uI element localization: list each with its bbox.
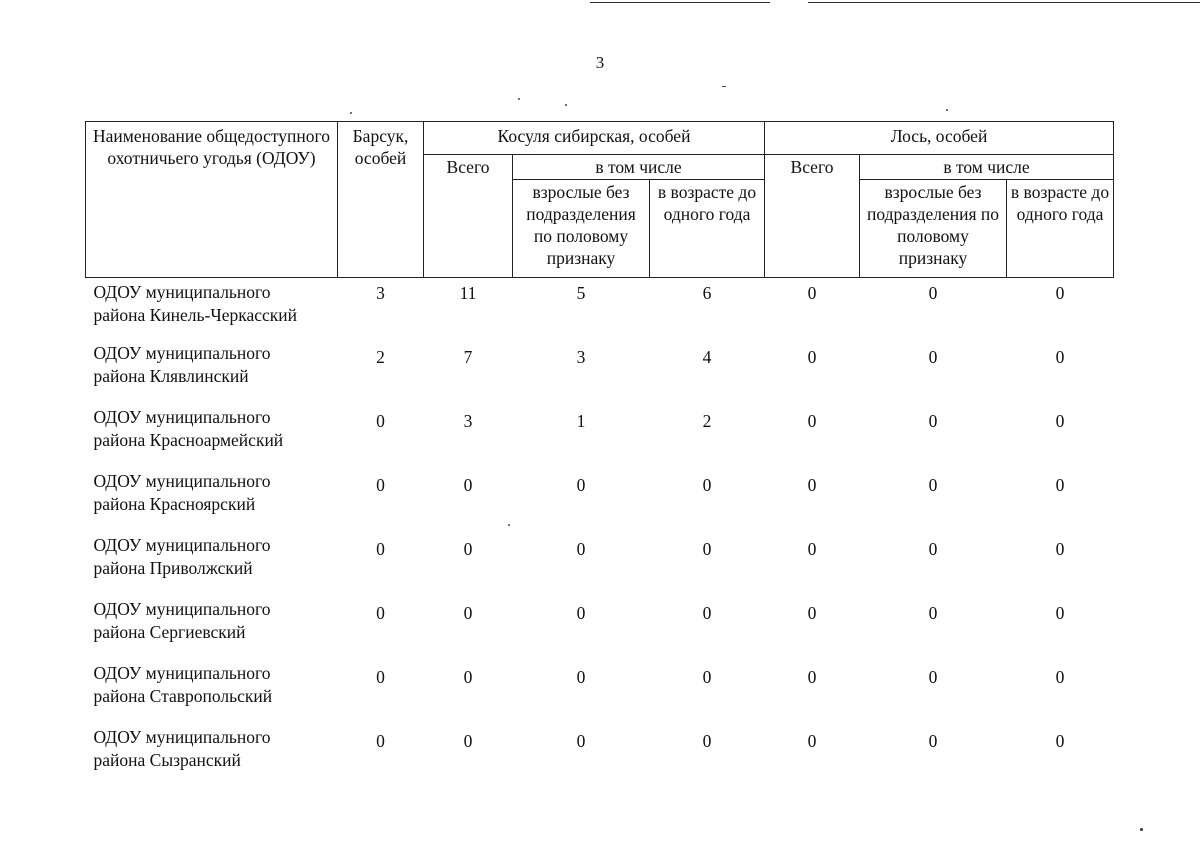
header-moose-adults: взрослые без подразделения по половому признаку [860,180,1007,278]
badger-count: 2 [376,347,385,367]
moose-total: 0 [807,283,817,303]
table-row [86,598,1114,662]
ground-name-line2: района Сызранский [93,750,241,770]
ground-name [86,470,338,534]
ground-name-line2: района Приволжский [93,558,253,578]
table-row [86,470,1114,534]
ground-name [86,278,338,343]
roe-adults: 5 [576,283,586,303]
table-row [86,406,1114,470]
moose-total: 0 [807,539,817,559]
moose-young: 0 [1055,411,1065,431]
header-moose-including: в том числе [860,155,1114,180]
roe-adults: 1 [576,411,586,431]
badger-count: 0 [376,475,385,495]
scan-speck [722,86,726,87]
top-rule-right [808,2,1200,3]
roe-total: 11 [459,283,477,303]
top-rule-left [590,2,770,3]
header-moose-young: в возрасте до одного года [1007,180,1114,278]
ground-name [86,726,338,790]
roe-young: 0 [702,731,712,751]
ground-name [86,406,338,470]
badger-count: 0 [376,539,385,559]
ground-name-line1: ОДОУ муниципального [93,663,271,683]
roe-total: 0 [463,475,473,495]
moose-total: 0 [807,347,817,367]
scan-speck [518,98,520,100]
roe-adults: 0 [576,475,586,495]
header-moose-total: Всего [765,155,860,278]
roe-total: 7 [463,347,473,367]
ground-name [86,662,338,726]
moose-adults: 0 [928,539,938,559]
roe-young: 6 [702,283,712,303]
ground-name-line2: района Красноармейский [93,430,284,450]
moose-young: 0 [1055,475,1065,495]
header-roe-adults: взрослые без подразделения по половому признаку [513,180,650,278]
roe-adults: 0 [576,667,586,687]
roe-young: 0 [702,603,712,623]
ground-name-line1: ОДОУ муниципального [93,407,271,427]
moose-adults: 0 [928,667,938,687]
roe-young: 2 [702,411,712,431]
table-row [86,342,1114,406]
header-badger: Барсук, особей [338,122,424,278]
table-row [86,534,1114,598]
ground-name-line1: ОДОУ муниципального [93,599,271,619]
roe-total: 0 [463,539,473,559]
roe-total: 3 [463,411,473,431]
badger-count: 0 [376,731,385,751]
page-number: 3 [595,53,605,72]
ground-name-line1: ОДОУ муниципального [93,535,271,555]
table-row [86,726,1114,790]
ground-name-line1: ОДОУ муниципального [93,471,271,491]
moose-total: 0 [807,731,817,751]
scan-speck [946,109,948,111]
moose-young: 0 [1055,347,1065,367]
badger-count: 0 [376,411,385,431]
moose-adults: 0 [928,731,938,751]
moose-total: 0 [807,603,817,623]
scan-speck [350,112,352,114]
moose-young: 0 [1055,731,1065,751]
moose-adults: 0 [928,411,938,431]
moose-young: 0 [1055,539,1065,559]
ground-name-line2: района Сергиевский [93,622,246,642]
ground-name-line1: ОДОУ муниципального [93,343,271,363]
ground-name-line1: ОДОУ муниципального [93,282,271,302]
moose-adults: 0 [928,603,938,623]
header-roe-total: Всего [424,155,513,278]
moose-adults: 0 [928,475,938,495]
ground-name-line2: района Красноярский [93,494,256,514]
header-roe-young: в возрасте до одного года [650,180,765,278]
ground-name-line2: района Кинель-Черкасский [93,305,298,325]
ground-name-line1: ОДОУ муниципального [93,727,271,747]
moose-total: 0 [807,411,817,431]
badger-count: 3 [376,283,385,303]
roe-total: 0 [463,731,473,751]
ground-name [86,598,338,662]
roe-young: 0 [702,667,712,687]
table-row [86,278,1114,343]
moose-young: 0 [1055,603,1065,623]
table-row [86,662,1114,726]
roe-adults: 0 [576,603,586,623]
ground-name [86,534,338,598]
moose-total: 0 [807,667,817,687]
roe-adults: 3 [576,347,586,367]
roe-adults: 0 [576,731,586,751]
roe-adults: 0 [576,539,586,559]
roe-total: 0 [463,667,473,687]
roe-young: 0 [702,539,712,559]
header-name: Наименование общедоступного охотничьего угодья (ОДОУ) [86,122,338,278]
hunting-grounds-table [85,121,1114,790]
scan-speck [1140,828,1143,831]
roe-total: 0 [463,603,473,623]
ground-name [86,342,338,406]
ground-name-line2: района Клявлинский [93,366,249,386]
moose-total: 0 [807,475,817,495]
scan-speck [565,104,567,106]
header-roe-including: в том числе [513,155,765,180]
moose-young: 0 [1055,283,1065,303]
badger-count: 0 [376,667,385,687]
badger-count: 0 [376,603,385,623]
moose-adults: 0 [928,347,938,367]
moose-young: 0 [1055,667,1065,687]
ground-name-line2: района Ставропольский [93,686,273,706]
roe-young: 0 [702,475,712,495]
moose-adults: 0 [928,283,938,303]
header-roe-deer: Косуля сибирская, особей [424,122,765,155]
header-moose: Лось, особей [765,122,1114,155]
roe-young: 4 [702,347,712,367]
